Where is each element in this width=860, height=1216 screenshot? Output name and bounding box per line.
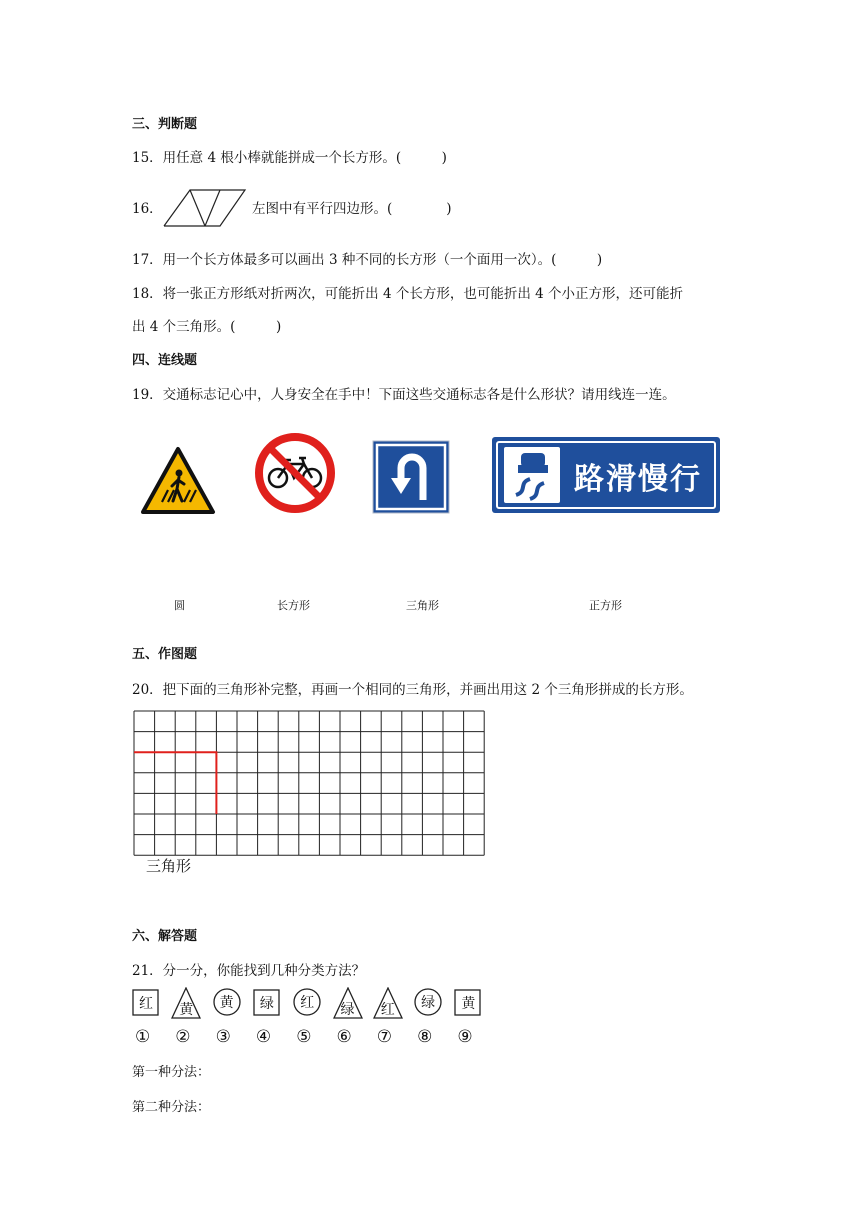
parallelogram-figure [160, 186, 250, 230]
shape-label-circle: 圆 [174, 599, 185, 612]
shape-label-square: 正方形 [589, 599, 622, 612]
shape-number-3: ③ [215, 1027, 231, 1047]
shape-number-8: ⑧ [417, 1027, 433, 1047]
shape-character: 黄 [179, 1002, 194, 1018]
question-20: 20．把下面的三角形补完整，再画一个相同的三角形，并画出用这 2 个三角形拼成的长方形。 [132, 682, 693, 698]
shape-character: 红 [300, 995, 315, 1011]
circle-shape-5 [292, 987, 322, 1019]
slippery-road-sign-text: 路滑慢行 [574, 462, 702, 497]
shape-number-4: ④ [255, 1027, 272, 1047]
shape-number-1: ① [135, 1027, 151, 1047]
grid-caption: 三角形 [146, 857, 192, 875]
shape-character: 绿 [421, 995, 436, 1011]
section-draw-heading: 五、作图题 [132, 647, 198, 662]
question-17: 17．用一个长方体最多可以画出 3 种不同的长方形（一个面用一次）。( ) [132, 252, 603, 268]
question-15: 15．用任意 4 根小棒就能拼成一个长方形。( ) [132, 150, 447, 166]
no-bicycle-sign-icon [254, 432, 336, 514]
skidding-car-icon [504, 447, 560, 503]
u-turn-sign-icon [372, 440, 450, 514]
shape-character: 红 [380, 1002, 395, 1018]
question-21: 21．分一分，你能找到几种分类方法？ [132, 963, 366, 979]
shape-number-6: ⑥ [336, 1027, 352, 1047]
shape-character: 绿 [259, 996, 274, 1012]
shape-number-5: ⑤ [296, 1027, 312, 1047]
shape-number-2: ② [175, 1027, 191, 1047]
method-first: 第一种分法： [132, 1065, 211, 1080]
triangle-shape-6 [333, 987, 363, 1019]
circle-shape-8 [413, 987, 443, 1019]
method-second: 第二种分法： [132, 1100, 211, 1115]
section-judge-heading: 三、判断题 [132, 117, 198, 132]
shape-character: 黄 [461, 996, 476, 1012]
shape-number-9: ⑨ [457, 1027, 473, 1047]
question-18-line-1: 18．将一张正方形纸对折两次，可能折出 4 个长方形，也可能折出 4 个小正方形，还可能折 [132, 286, 684, 302]
triangle-shape-2 [171, 987, 201, 1019]
shape-label-rectangle: 长方形 [277, 599, 310, 612]
square-shape-4 [252, 987, 282, 1019]
shape-character: 绿 [340, 1002, 355, 1018]
section-connect-heading: 四、连线题 [132, 353, 198, 368]
question-18-line-2: 出 4 个三角形。( ) [132, 319, 282, 335]
shape-character: 红 [139, 996, 153, 1012]
triangle-shape-7 [373, 987, 403, 1019]
shape-number-7: ⑦ [376, 1027, 393, 1047]
pedestrian-crossing-sign-icon [140, 446, 216, 516]
question-16-number: 16． [132, 201, 163, 217]
drawing-grid[interactable] [133, 710, 485, 856]
square-shape-1 [131, 987, 161, 1019]
square-shape-9 [453, 987, 483, 1019]
slippery-road-sign [492, 437, 720, 513]
section-answer-heading: 六、解答题 [132, 929, 198, 944]
circle-shape-3 [212, 987, 242, 1019]
shape-character: 黄 [219, 995, 234, 1011]
question-19: 19．交通标志记心中，人身安全在手中！下面这些交通标志各是什么形状？请用线连一连。 [132, 387, 676, 403]
question-16-text: 左图中有平行四边形。( ) [252, 201, 452, 217]
shape-label-triangle: 三角形 [406, 599, 439, 612]
